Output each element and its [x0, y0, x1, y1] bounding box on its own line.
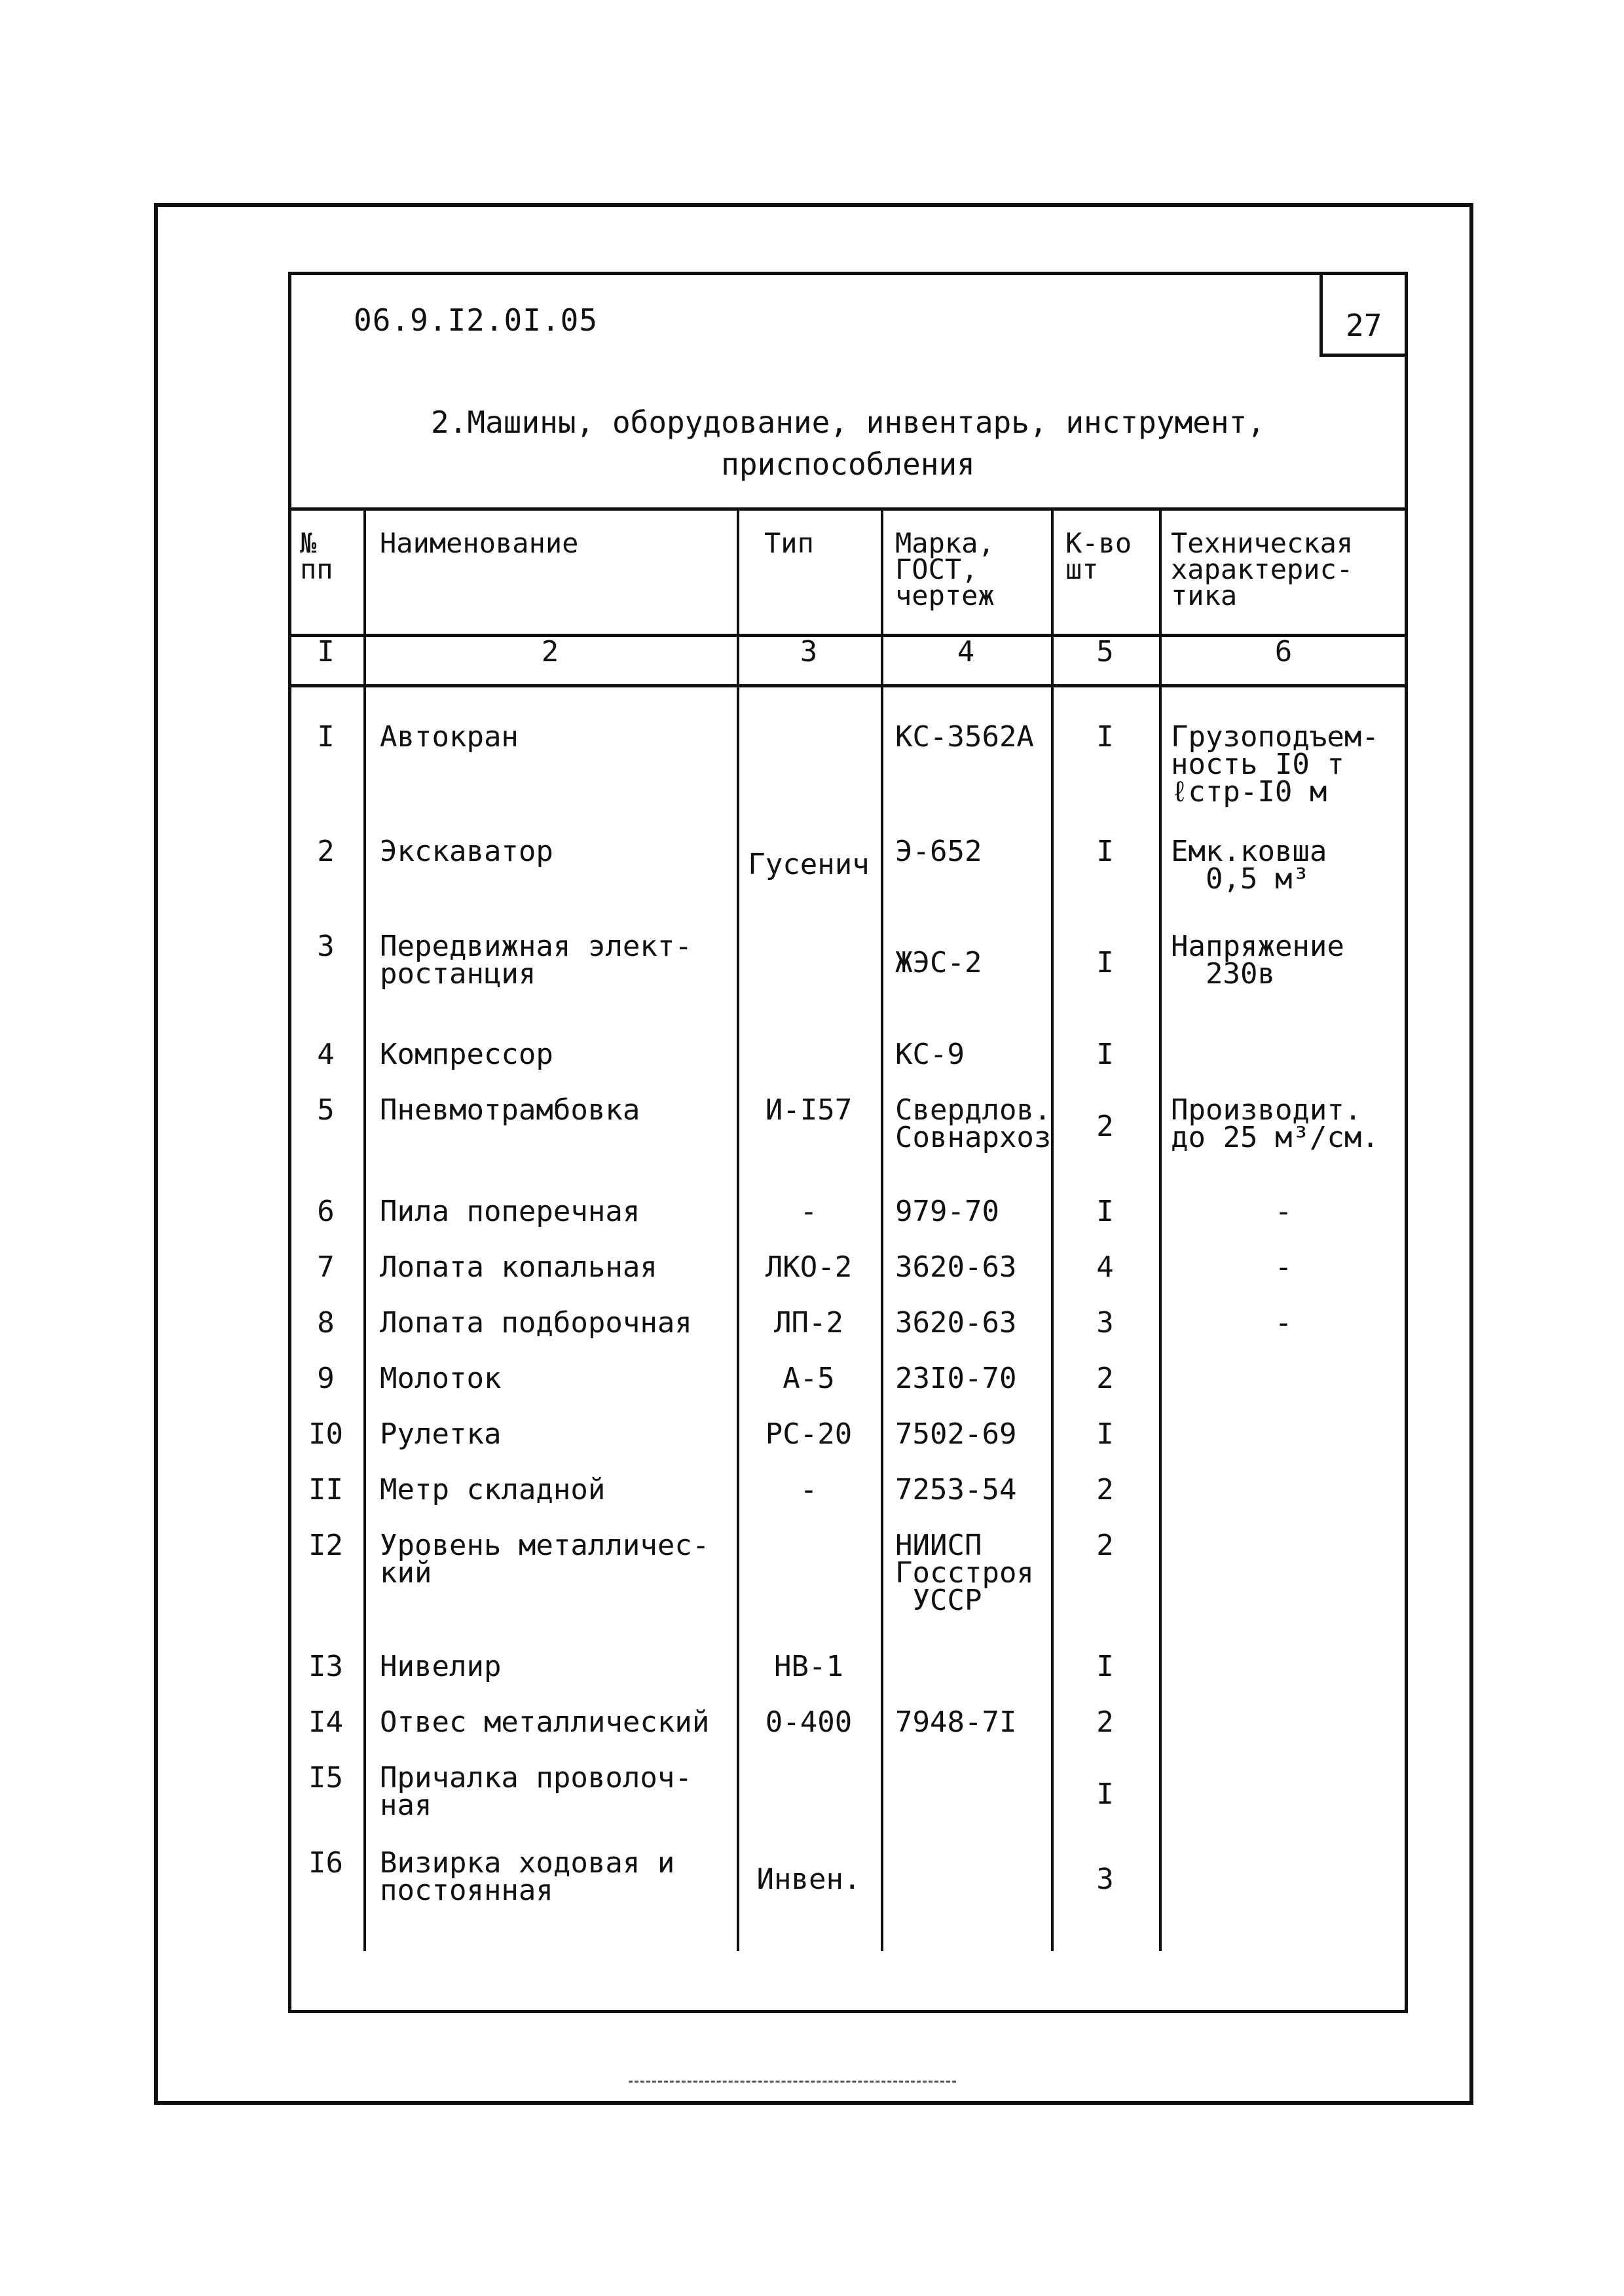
table-cell-col-no: I6	[308, 1846, 343, 1880]
table-cell-col-type: -	[800, 1473, 818, 1506]
table-cell-col-type: -	[800, 1195, 818, 1228]
column-divider	[1159, 509, 1162, 1951]
column-number-col-qty: 5	[1096, 635, 1114, 668]
table-cell-col-qty: 3	[1096, 1306, 1114, 1339]
table-cell-col-type: 0-400	[765, 1705, 853, 1739]
table-cell-col-no: 9	[317, 1362, 335, 1395]
table-cell-col-name: Молоток	[380, 1362, 502, 1395]
table-cell-col-qty: I	[1096, 835, 1114, 868]
column-number-col-type: 3	[800, 635, 818, 668]
table-cell-col-no: I	[317, 720, 335, 754]
table-cell-col-qty: 2	[1096, 1705, 1114, 1739]
table-cell-col-no: I3	[308, 1650, 343, 1683]
table-cell-col-brand: КС-9	[895, 1038, 965, 1071]
table-cell-col-name: Метр складной	[380, 1473, 606, 1506]
table-cell-col-brand: КС-3562А	[895, 720, 1034, 754]
page-number: 27	[1346, 308, 1382, 343]
table-cell-col-type: И-I57	[765, 1093, 853, 1127]
header-col-no: № пп	[300, 527, 333, 585]
header-col-spec: Техническая характерис- тика	[1171, 527, 1354, 611]
table-cell-col-qty: I	[1096, 1195, 1114, 1228]
table-cell-col-spec: Производит. до 25 м³/см.	[1171, 1093, 1379, 1154]
table-cell-col-spec: -	[1274, 1195, 1293, 1228]
table-cell-col-name: Пила поперечная	[380, 1195, 640, 1228]
column-number-col-no: I	[317, 635, 335, 668]
table-cell-col-qty: 2	[1096, 1362, 1114, 1395]
table-cell-col-qty: I	[1096, 1650, 1114, 1683]
table-cell-col-no: 4	[317, 1038, 335, 1071]
column-number-rule	[288, 684, 1408, 687]
table-cell-col-name: Рулетка	[380, 1417, 502, 1451]
table-cell-col-qty: 2	[1096, 1529, 1114, 1562]
table-cell-col-name: Причалка проволоч- ная	[380, 1761, 692, 1822]
table-cell-col-name: Передвижная элект- ростанция	[380, 930, 692, 991]
table-cell-col-name: Экскаватор	[380, 835, 553, 868]
table-cell-col-qty: I	[1096, 1038, 1114, 1071]
table-cell-col-no: I2	[308, 1529, 343, 1562]
table-cell-col-name: Уровень металличес- кий	[380, 1529, 710, 1590]
table-cell-col-brand: 7253-54	[895, 1473, 1017, 1506]
table-cell-col-spec: Грузоподъем- ность I0 т ℓстр-I0 м	[1171, 720, 1379, 809]
table-cell-col-no: II	[308, 1473, 343, 1506]
table-cell-col-brand: 3620-63	[895, 1306, 1017, 1339]
table-cell-col-no: 3	[317, 930, 335, 963]
section-title-continued: приспособления	[721, 446, 975, 482]
scan-artifact-line	[629, 2081, 956, 2083]
table-cell-col-brand: Э-652	[895, 835, 982, 868]
table-cell-col-no: I0	[308, 1417, 343, 1451]
table-cell-col-no: 7	[317, 1250, 335, 1284]
table-cell-col-no: 8	[317, 1306, 335, 1339]
table-cell-col-spec: -	[1274, 1250, 1293, 1284]
table-cell-col-no: I4	[308, 1705, 343, 1739]
table-cell-col-qty: 2	[1096, 1473, 1114, 1506]
title-divider	[288, 507, 1408, 511]
table-cell-col-brand: 7948-7I	[895, 1705, 1017, 1739]
table-cell-col-brand: 3620-63	[895, 1250, 1017, 1284]
header-col-name: Наименование	[380, 527, 579, 559]
table-cell-col-no: I5	[308, 1761, 343, 1795]
header-bottom-rule	[288, 634, 1408, 637]
table-cell-col-type: НВ-1	[774, 1650, 843, 1683]
table-cell-col-spec: Емк.ковша 0,5 м³	[1171, 835, 1327, 896]
table-cell-col-spec: Напряжение 230в	[1171, 930, 1344, 991]
table-cell-col-brand: 979-70	[895, 1195, 999, 1228]
table-cell-col-name: Пневмотрамбовка	[380, 1093, 640, 1127]
table-cell-col-brand: ЖЭС-2	[895, 946, 982, 979]
table-cell-col-name: Визирка ходовая и постоянная	[380, 1846, 675, 1907]
table-cell-col-no: 5	[317, 1093, 335, 1127]
header-col-brand: Марка, ГОСТ, чертеж	[895, 527, 995, 611]
document-code: 06.9.I2.0I.05	[354, 302, 599, 338]
table-cell-col-no: 2	[317, 835, 335, 868]
table-cell-col-qty: 2	[1096, 1110, 1114, 1143]
table-cell-col-name: Отвес металлический	[380, 1705, 710, 1739]
table-cell-col-qty: 3	[1096, 1863, 1114, 1896]
column-divider	[881, 509, 883, 1951]
table-cell-col-name: Автокран	[380, 720, 519, 754]
table-cell-col-qty: 4	[1096, 1250, 1114, 1284]
table-cell-col-name: Нивелир	[380, 1650, 502, 1683]
column-number-col-name: 2	[541, 635, 559, 668]
table-cell-col-type: А-5	[783, 1362, 835, 1395]
table-cell-col-type: Гусенич	[748, 848, 870, 881]
column-number-col-spec: 6	[1274, 635, 1293, 668]
table-cell-col-qty: I	[1096, 1777, 1114, 1811]
table-cell-col-brand: 23I0-70	[895, 1362, 1017, 1395]
table-cell-col-name: Компрессор	[380, 1038, 553, 1071]
table-cell-col-brand: 7502-69	[895, 1417, 1017, 1451]
table-cell-col-type: РС-20	[765, 1417, 853, 1451]
header-col-type: Тип	[764, 527, 814, 559]
table-cell-col-qty: I	[1096, 946, 1114, 979]
column-number-col-brand: 4	[957, 635, 975, 668]
table-cell-col-type: Инвен.	[756, 1863, 861, 1896]
table-cell-col-name: Лопата подборочная	[380, 1306, 692, 1339]
table-cell-col-brand: НИИСП Госстроя УССР	[895, 1529, 1034, 1617]
table-cell-col-type: ЛП-2	[774, 1306, 843, 1339]
table-cell-col-type: ЛКО-2	[765, 1250, 853, 1284]
header-col-qty: К-во шт	[1065, 527, 1132, 585]
table-cell-col-name: Лопата копальная	[380, 1250, 657, 1284]
table-cell-col-no: 6	[317, 1195, 335, 1228]
table-cell-col-brand: Свердлов. Совнархоз	[895, 1093, 1052, 1154]
table-cell-col-qty: I	[1096, 1417, 1114, 1451]
table-cell-col-qty: I	[1096, 720, 1114, 754]
table-cell-col-spec: -	[1274, 1306, 1293, 1339]
section-title: 2.Машины, оборудование, инвентарь, инструмент,	[431, 405, 1265, 440]
column-divider	[363, 509, 366, 1951]
